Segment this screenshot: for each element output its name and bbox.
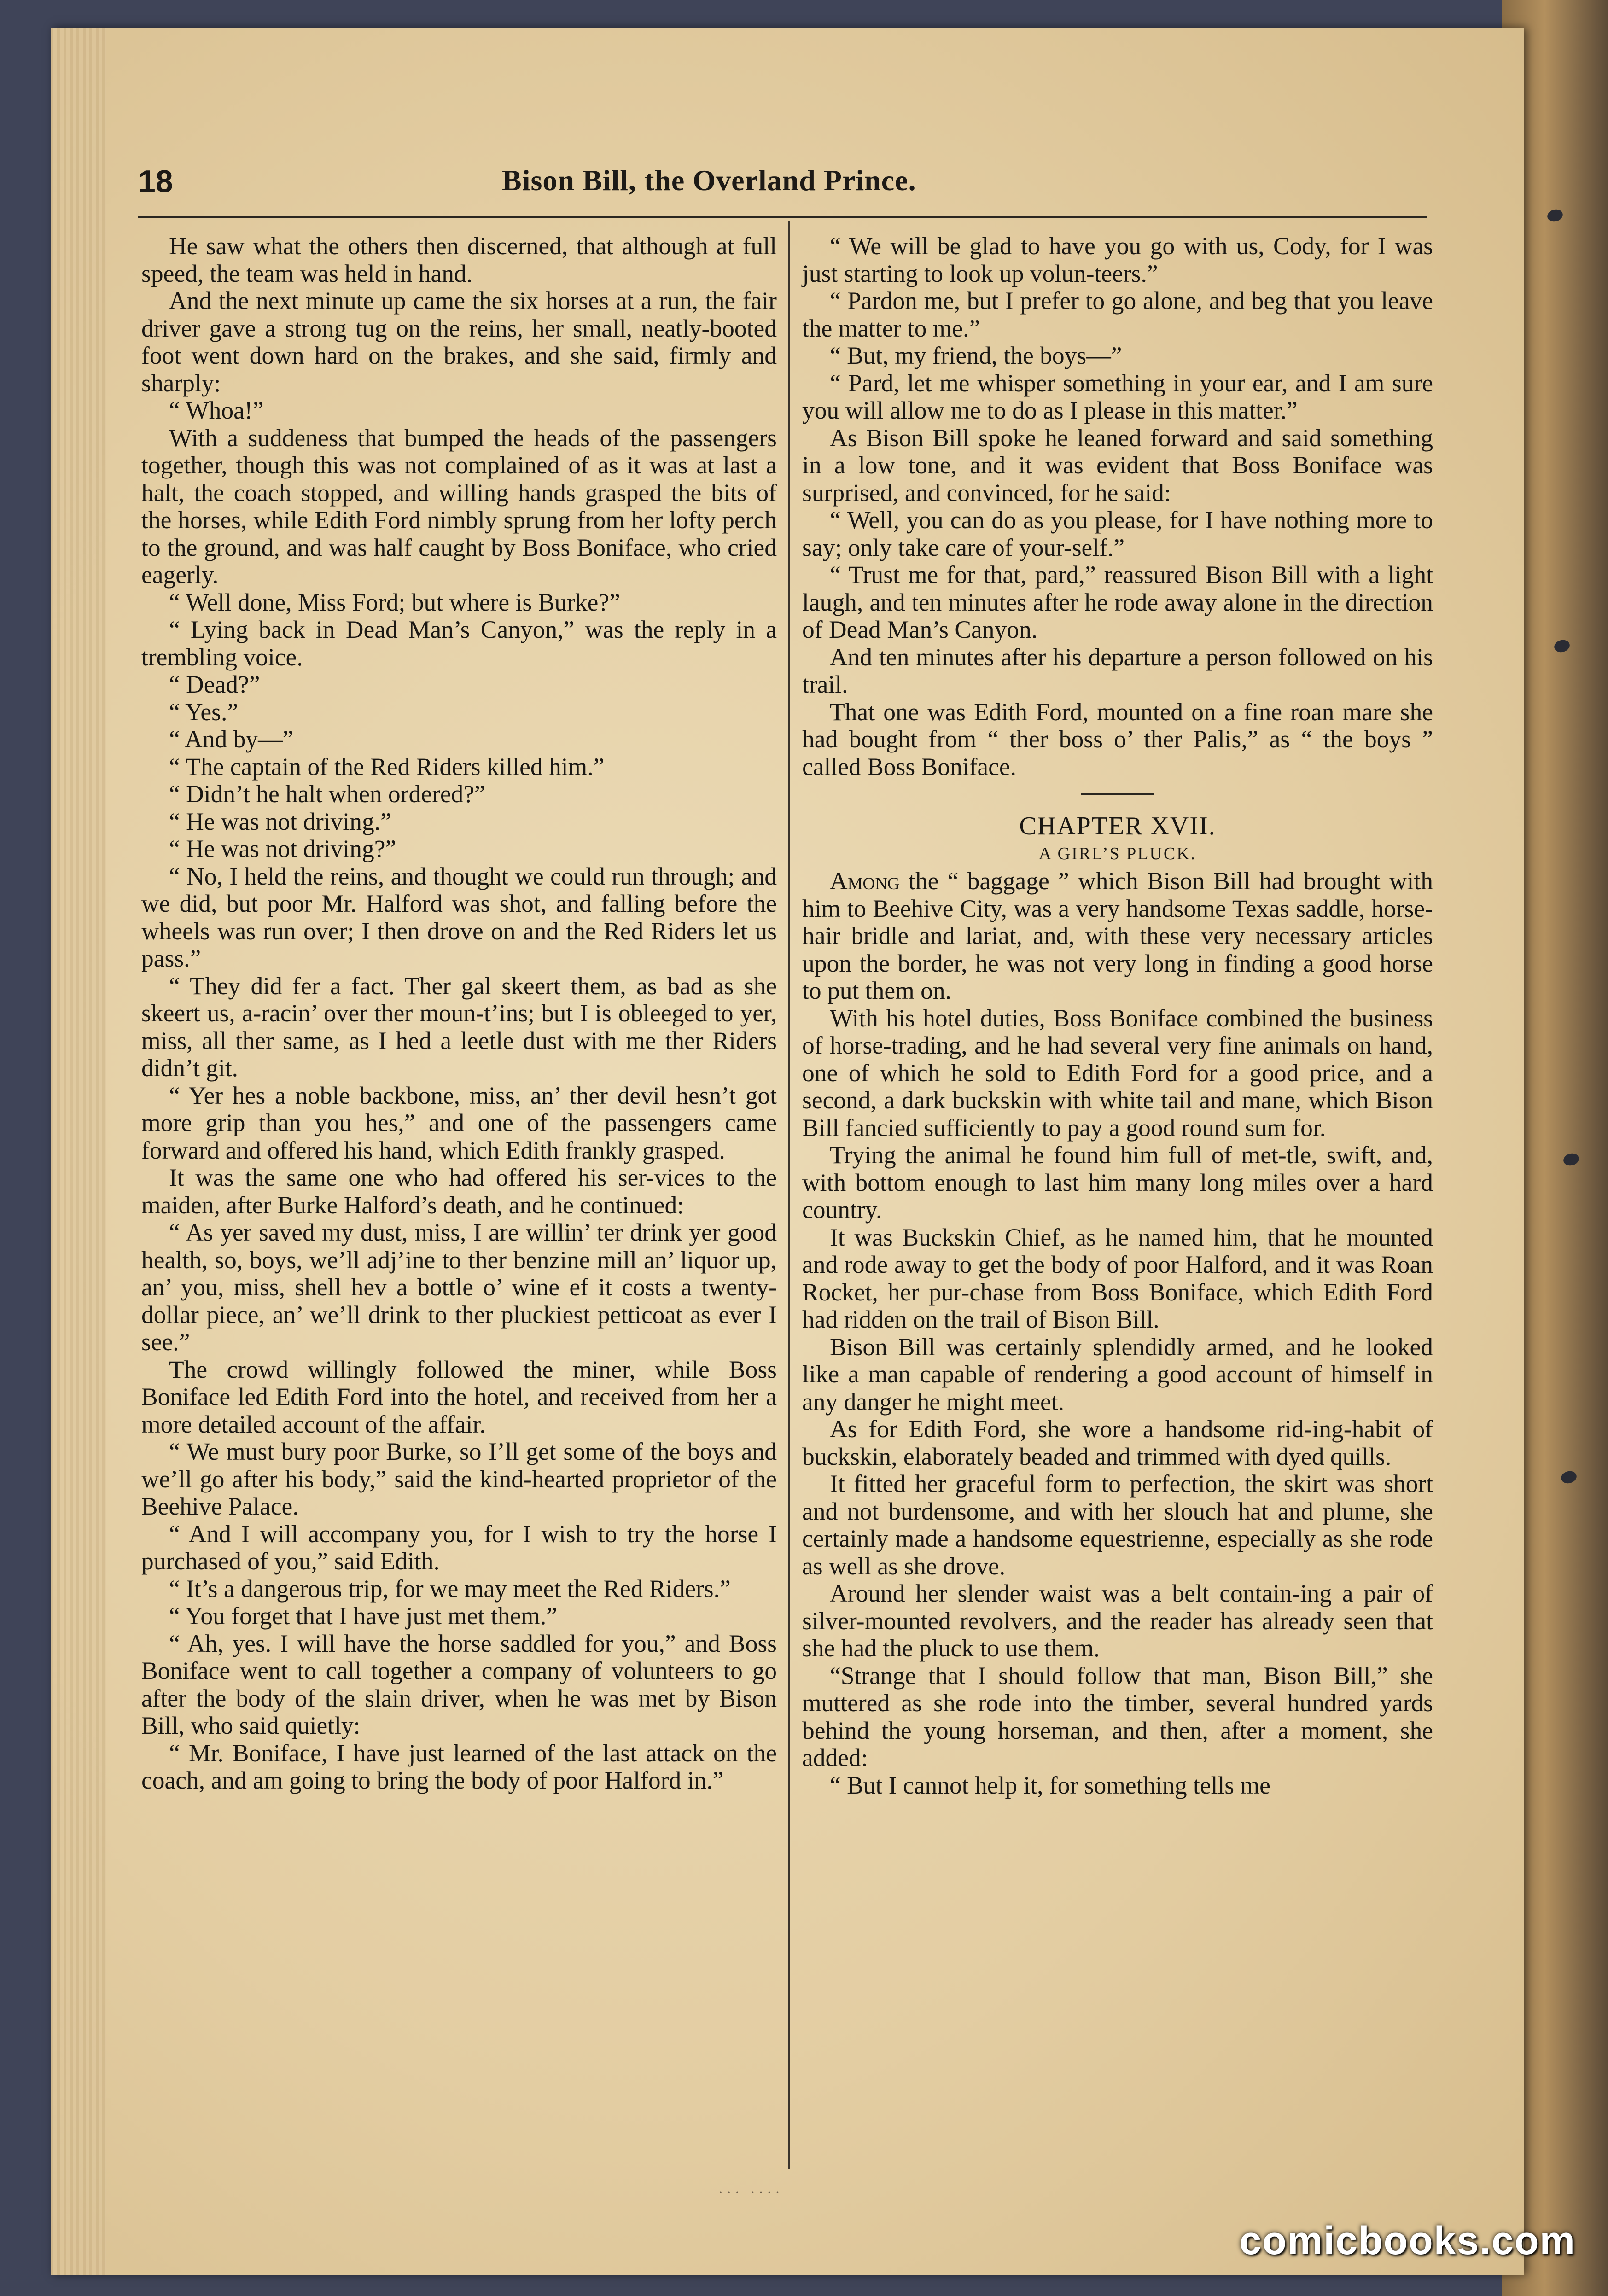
paragraph: “ Yes.” [169, 698, 239, 726]
column-divider [788, 221, 790, 2169]
paragraph: “ But, my friend, the boys—” [830, 342, 1122, 369]
right-column-after-chapter [802, 1005, 1433, 1800]
paragraph: “ Ah, yes. I will have the horse saddled for you,” and Boss Boniface went to call together a company of volunteers to go after the body of the slain driver, when he was met by Bison Bill, who said quietly: [141, 1629, 777, 1739]
paragraph: “ No, I held the reins, and thought we could run through; and we did, but poor Mr. Halford was shot, and falling before the wheels was run over; I then drove on and the Red Riders let us pass.” [141, 862, 777, 972]
paragraph: It was Buckskin Chief, as he named him, that he mounted and rode away to get the body of poor Halford, and it was Roan Rocket, her pur-chase from Boss Boniface, which Edith Ford had ridden on the trail of Bison Bill. [802, 1223, 1433, 1333]
paragraph: With a suddeness that bumped the heads of the passengers together, though this was not complained of as it was at last a halt, the coach stopped, and willing hands grasped the bits of the horses, while Edith Ford nimbly sprung from her lofty perch to the ground, and was half caught by Boss Boniface, who cried eagerly. [141, 424, 777, 589]
paragraph: It was the same one who had offered his ser-vices to the maiden, after Burke Halford’s death, and he continued: [141, 1164, 777, 1219]
paragraph: “ Yer hes a noble backbone, miss, an’ ther devil hesn’t got more grip than you hes,” and one of the passengers came forward and offered his hand, which Edith frankly grasped. [141, 1081, 777, 1164]
paragraph: And ten minutes after his departure a person followed on his trail. [802, 643, 1433, 698]
paragraph: “ Whoa!” [169, 396, 264, 424]
paragraph: “ Pard, let me whisper something in your ear, and I am sure you will allow me to do as I please in this matter.” [802, 369, 1433, 424]
paragraph: “ Pardon me, but I prefer to go alone, and beg that you leave the matter to me.” [802, 287, 1433, 342]
paragraph: With his hotel duties, Boss Boniface combined the business of horse-trading, and he had several very fine animals on hand, one of which he sold to Edith Ford for a good price, and a second, a dark buckskin with white tail and mane, which Bison Bill fancied sufficiently to pay a good round sum for. [802, 1004, 1433, 1142]
paragraph: As for Edith Ford, she wore a handsome rid-ing-habit of buckskin, elaborately beaded and trimmed with dyed quills. [802, 1415, 1433, 1470]
paragraph: “ We must bury poor Burke, so I’ll get some of the boys and we’ll go after his body,” said the kind-hearted proprietor of the Beehive Palace. [141, 1438, 777, 1520]
running-title: Bison Bill, the Overland Prince. [502, 164, 916, 197]
paragraph: Trying the animal he found him full of met-tle, swift, and, with bottom enough to last him many long miles over a hard country. [802, 1141, 1433, 1224]
paragraph: “ The captain of the Red Riders killed him.” [169, 752, 605, 781]
paragraph: “ Well done, Miss Ford; but where is Burke?” [169, 588, 620, 616]
paragraph: “Strange that I should follow that man, Bison Bill,” she muttered as she rode into the timber, several hundred yards behind the young horseman, and then, after a moment, she added: [802, 1661, 1433, 1772]
page-stack-edge [51, 28, 106, 2275]
paragraph: “ And by—” [169, 725, 294, 753]
paragraph: “ Lying back in Dead Man’s Canyon,” was the reply in a trembling voice. [141, 616, 777, 671]
footer-marks: ··· ···· [718, 2185, 784, 2200]
chapter-first-paragraph-text: the “ baggage ” which Bison Bill had brought with him to Beehive City, was a very handsome Texas saddle, horse-hair bridle and lariat, and, with these very necessary articles upon the border, he was not very long in finding a good horse to put them on. [802, 867, 1433, 1004]
left-column [141, 233, 777, 1795]
page-header [138, 163, 1427, 219]
paragraph: “ You forget that I have just met them.” [169, 1602, 557, 1630]
paragraph: As Bison Bill spoke he leaned forward and said something in a low tone, and it was evident that Boss Boniface was surprised, and convinced, for he said: [802, 424, 1433, 507]
chapter-title: CHAPTER XVII. [1019, 812, 1216, 840]
right-column [802, 233, 1433, 1799]
paragraph: “ But I cannot help it, for something tells me [830, 1771, 1270, 1799]
page-number: 18 [138, 164, 173, 199]
paragraph: “ It’s a dangerous trip, for we may meet the Red Riders.” [169, 1574, 731, 1603]
paragraph: “ And I will accompany you, for I wish to try the horse I purchased of you,” said Edith. [141, 1520, 777, 1575]
watermark-logo: comicbooks.com [1239, 2219, 1576, 2263]
paragraph: “ We will be glad to have you go with us, Cody, for I was just starting to look up volun-teers.” [802, 232, 1433, 287]
right-column-before-chapter [802, 233, 1433, 781]
paragraph: That one was Edith Ford, mounted on a fine roan mare she had bought from “ ther boss o’ ther Palis,” as “ the boys ” called Boss Boniface. [802, 698, 1433, 781]
paragraph: He saw what the others then discerned, that although at full speed, the team was held in hand. [141, 232, 777, 287]
paragraph: “ Mr. Boniface, I have just learned of the last attack on the coach, and am going to bring the body of poor Halford in.” [141, 1739, 777, 1794]
paragraph: “ Trust me for that, pard,” reassured Bison Bill with a light laugh, and ten minutes after he rode away alone in the direction of Dead Man’s Canyon. [802, 561, 1433, 643]
paragraph: “ Dead?” [169, 670, 260, 698]
paragraph: Bison Bill was certainly splendidly armed, and he looked like a man capable of rendering a good account of himself in any danger he might meet. [802, 1333, 1433, 1416]
chapter-first-word: Among [830, 867, 900, 895]
chapter-subtitle: A GIRL’S PLUCK. [1038, 844, 1197, 863]
chapter-first-paragraph [802, 868, 1433, 1005]
paragraph: And the next minute up came the six horses at a run, the fair driver gave a strong tug on the reins, her small, neatly-booted foot went down hard on the brakes, and she said, firmly and sharply: [141, 287, 777, 397]
paragraph: “ He was not driving?” [169, 835, 396, 862]
paragraph: “ Didn’t he halt when ordered?” [169, 780, 485, 808]
chapter-separator [1081, 793, 1154, 795]
paragraph: “ As yer saved my dust, miss, I are willin’ ter drink yer good health, so, boys, we’ll adj’ine to ther benzine mill an’ liquor up, an’ you, miss, shell hev a bottle o’ wine ef it costs a twenty-dollar piece, an’ we’ll drink to ther pluckiest petticoat as ever I see.” [141, 1218, 777, 1356]
paragraph: Around her slender waist was a belt contain-ing a pair of silver-mounted revolvers, and the reader has already seen that she had the pluck to use them. [802, 1579, 1433, 1662]
paragraph: The crowd willingly followed the miner, while Boss Boniface led Edith Ford into the hotel, and received from her a more detailed account of the affair. [141, 1355, 777, 1438]
paragraph: “ Well, you can do as you please, for I have nothing more to say; only take care of your-self.” [802, 506, 1433, 561]
header-rule [138, 216, 1427, 218]
paragraph: “ They did fer a fact. Ther gal skeert them, as bad as she skeert us, a-racin’ over ther moun-t’ins; but I is obleeged to yer, miss, all ther same, as I hed a leetle dust with me ther Riders didn’t git. [141, 972, 777, 1082]
paragraph: It fitted her graceful form to perfection, the skirt was short and not burdensome, and with her slouch hat and plume, she certainly made a handsome equestrienne, especially as she rode as well as she drove. [802, 1470, 1433, 1580]
paragraph: “ He was not driving.” [169, 807, 391, 835]
